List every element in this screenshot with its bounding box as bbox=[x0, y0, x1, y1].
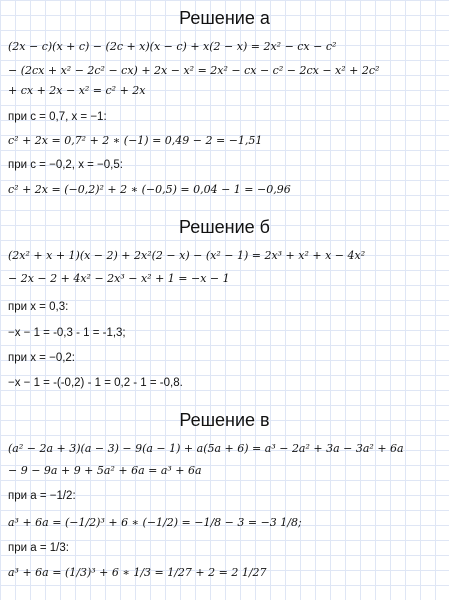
condition-line: при c = 0,7, x = −1: bbox=[8, 111, 107, 123]
equation-line: (a² − 2a + 3)(a − 3) − 9(a − 1) + a(5a + 6) = a³ − 2a² + 3a − 3a² + 6a bbox=[8, 442, 404, 455]
equation-line: − 9 − 9a + 9 + 5a² + 6a = a³ + 6a bbox=[8, 464, 202, 477]
condition-line: при c = −0,2, x = −0,5: bbox=[8, 159, 123, 171]
equation-line: c² + 2x = 0,7² + 2 ∗ (−1) = 0,49 − 2 = −1,51 bbox=[8, 134, 263, 147]
section-heading-a: Решение а bbox=[179, 8, 270, 28]
condition-line: при a = −1/2: bbox=[8, 490, 76, 502]
equation-line: − (2cx + x² − 2c² − cx) + 2x − x² = 2x² − cx − c² − 2cx − x² + 2c² bbox=[8, 64, 380, 77]
equation-line: − 2x − 2 + 4x² − 2x³ − x² + 1 = −x − 1 bbox=[8, 272, 230, 285]
equation-line: (2x² + x + 1)(x − 2) + 2x²(2 − x) − (x² − 1) = 2x³ + x² + x − 4x² bbox=[8, 249, 366, 262]
condition-line: при a = 1/3: bbox=[8, 542, 69, 554]
equation-line: −x − 1 = -(-0,2) - 1 = 0,2 - 1 = -0,8. bbox=[8, 377, 183, 389]
section-heading-v: Решение в bbox=[179, 410, 270, 430]
equation-line: a³ + 6a = (−1/2)³ + 6 ∗ (−1/2) = −1/8 − 3 = −3 1/8; bbox=[8, 516, 302, 529]
section-heading-b: Решение б bbox=[179, 217, 270, 237]
condition-line: при x = 0,3: bbox=[8, 301, 69, 313]
equation-line: (2x − c)(x + c) − (2c + x)(x − c) + x(2 − x) = 2x² − cx − c² bbox=[8, 40, 337, 53]
equation-line: c² + 2x = (−0,2)² + 2 ∗ (−0,5) = 0,04 − 1 = −0,96 bbox=[8, 183, 291, 196]
equation-line: −x − 1 = -0,3 - 1 = -1,3; bbox=[8, 327, 126, 339]
equation-line: + cx + 2x − x² = c² + 2x bbox=[8, 84, 146, 97]
equation-line: a³ + 6a = (1/3)³ + 6 ∗ 1/3 = 1/27 + 2 = 2 1/27 bbox=[8, 566, 267, 579]
condition-line: при x = −0,2: bbox=[8, 352, 75, 364]
